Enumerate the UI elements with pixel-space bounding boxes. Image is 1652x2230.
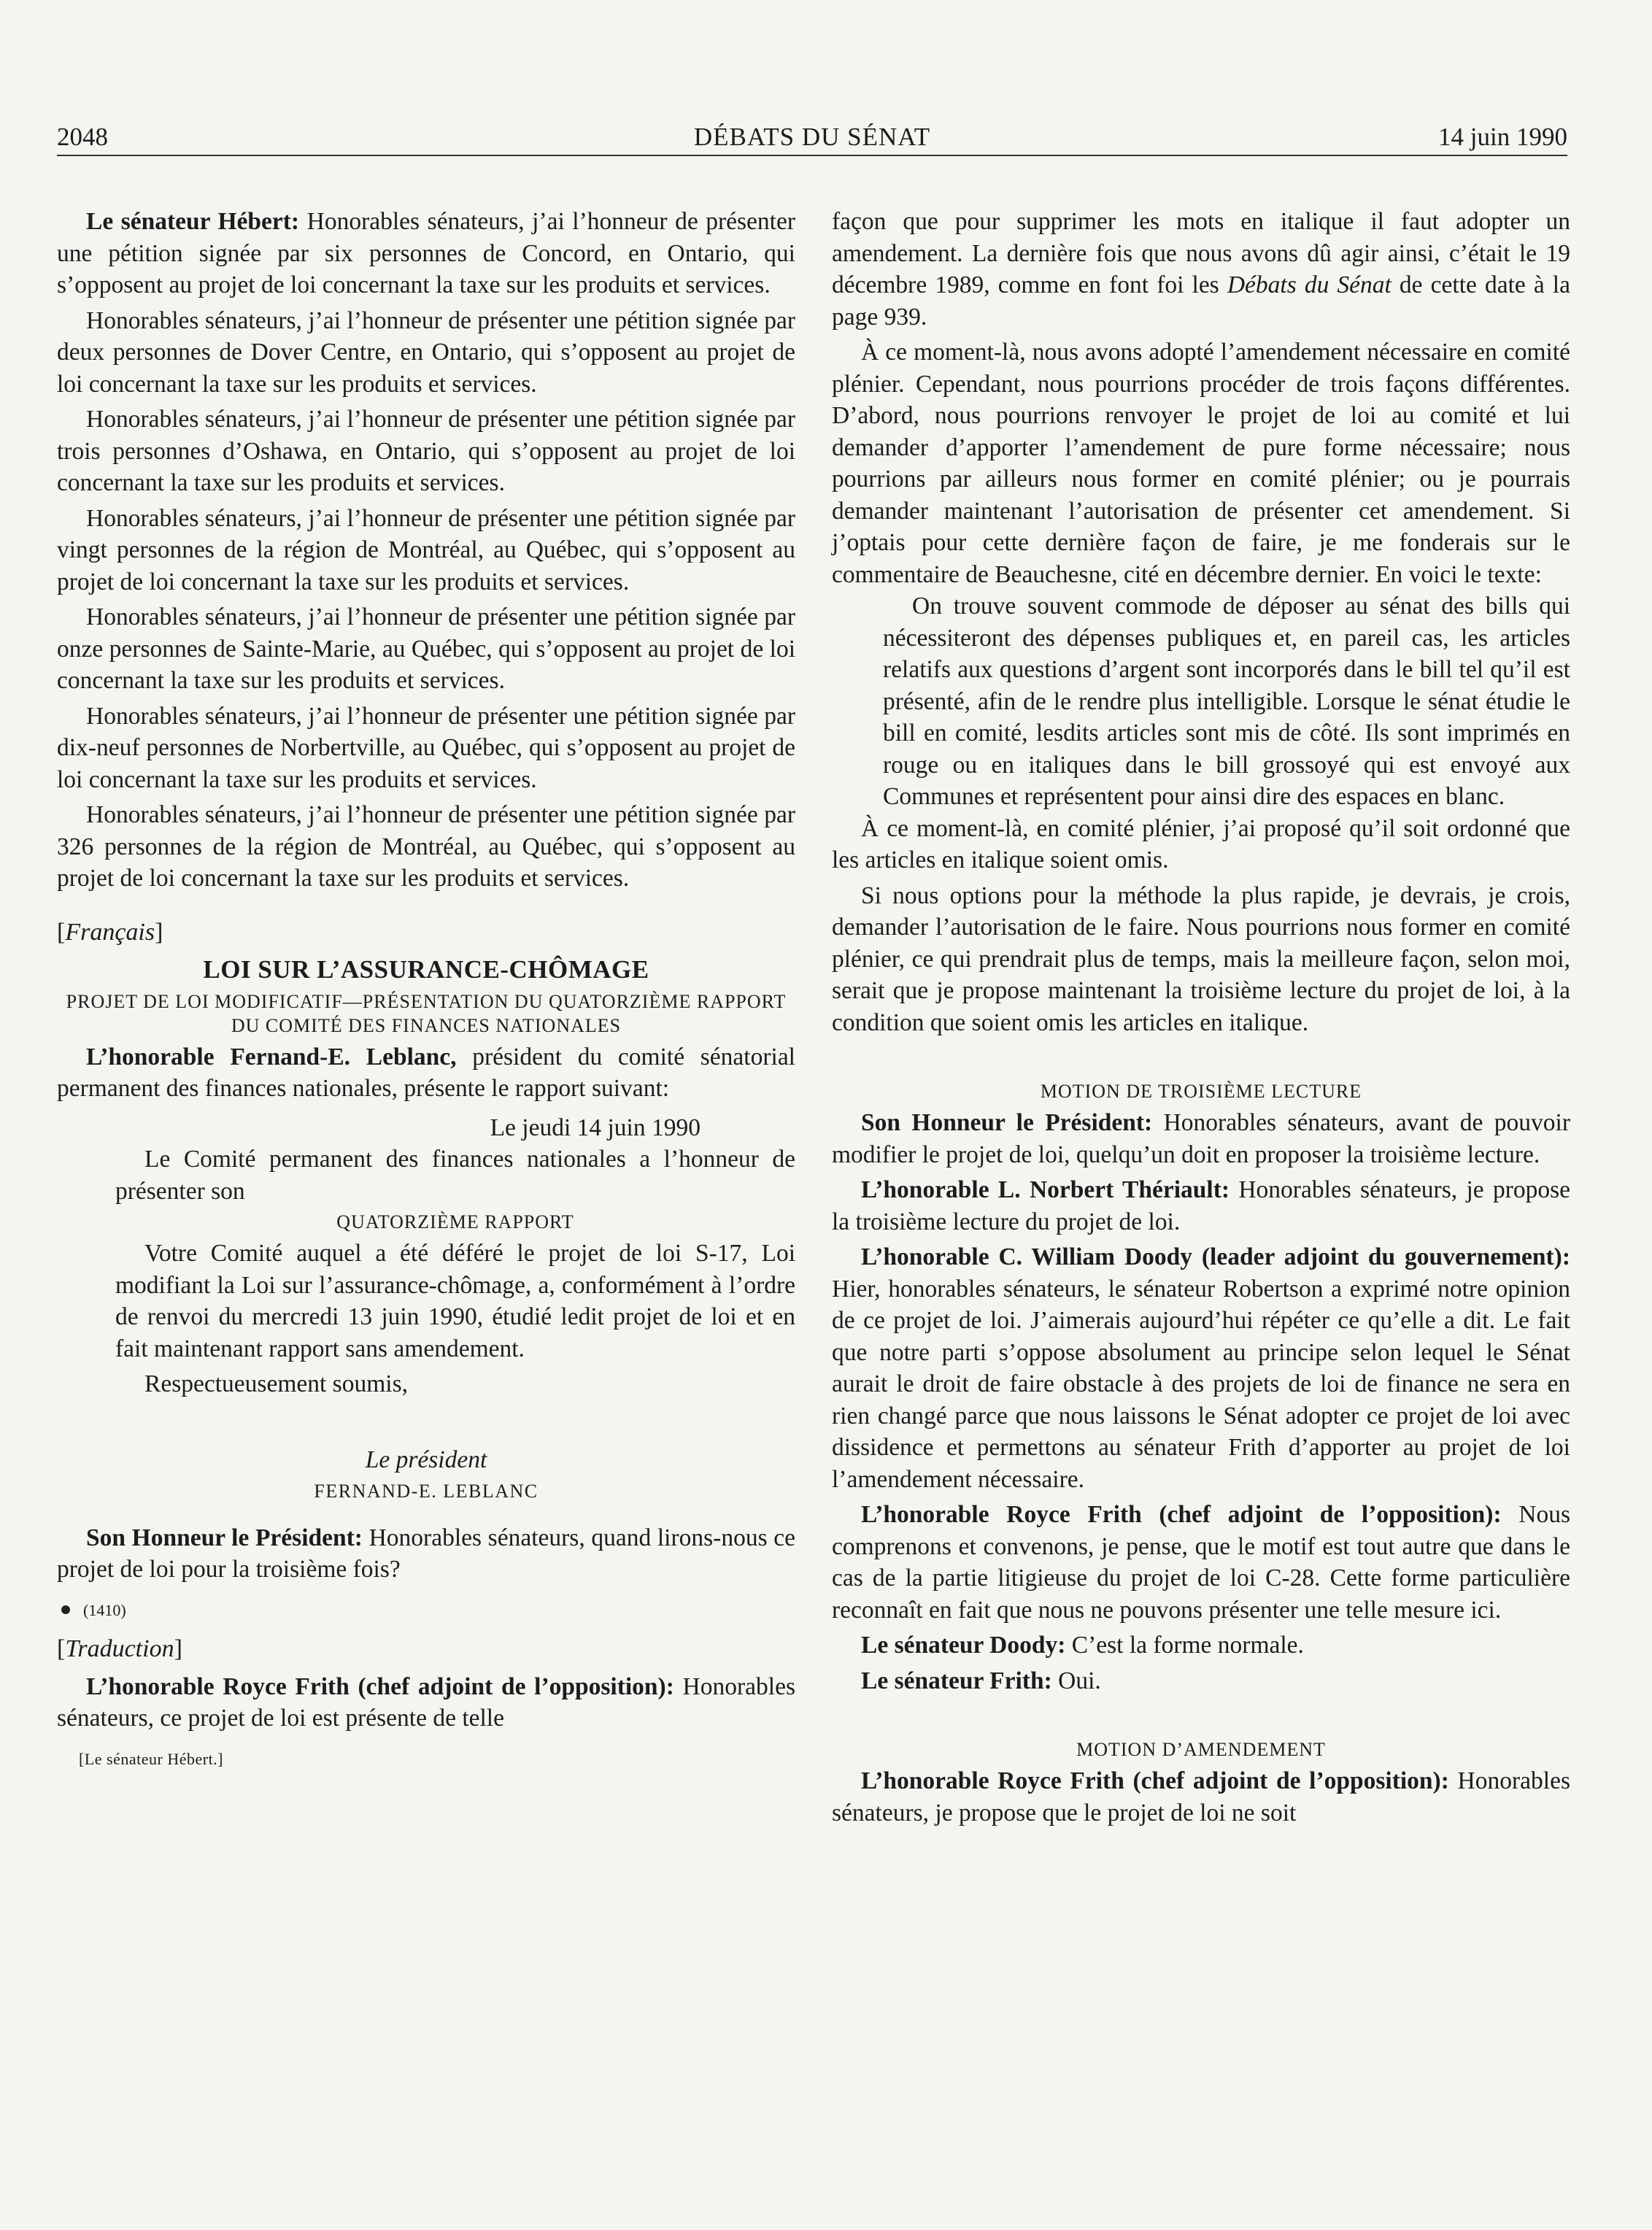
language-label: Traduction [65,1635,174,1662]
left-column [57,206,795,1775]
bracket: ] [155,918,163,946]
time-stamp: (1410) [83,1600,126,1619]
paragraph [57,206,795,301]
paragraph: Honorables sénateurs, j’ai l’honneur de présenter une pétition signée par 326 personnes de la région de Montréal, au Québec, qui s’opposent au projet de loi concernant la taxe sur les produits et services. [57,801,795,892]
speaker-name: Son Honneur le Président: [861,1109,1153,1136]
language-marker [57,917,795,949]
section-heading: MOTION DE TROISIÈME LECTURE [1040,1081,1362,1102]
section-subtitle: PROJET DE LOI MODIFICATIF—PRÉSENTATION DU QUATORZIÈME RAPPORT DU COMITÉ DES FINANCES NATIONALES [66,990,787,1036]
paragraph [832,1107,1570,1170]
report-date: Le jeudi 14 juin 1990 [490,1114,700,1141]
paragraph: Si nous options pour la méthode la plus rapide, je devrais, je crois, demander l’autorisation de le faire. Nous pourrions nous former en comité plénier, ce qui prendrait plus de temps, mais la meilleure façon, selon moi, serait que je propose maintenant la troisième lecture du projet de loi, à la condition que soient omis les articles en italique. [832,881,1570,1036]
paragraph-text: Honorables sénateurs, j’ai l’honneur de présenter une pétition signée par six personnes de Concord, en Ontario, qui s’opposent au projet de loi concernant la taxe sur les produits et services. [57,208,795,298]
paragraph [832,206,1570,333]
report-intro: Le Comité permanent des finances nationales a l’honneur de présenter son [115,1146,795,1205]
paragraph [832,1174,1570,1238]
speaker-name: Le sénateur Frith: [861,1667,1052,1694]
paragraph-text: C’est la forme normale. [1065,1632,1304,1659]
language-marker [57,1633,795,1665]
speaker-name: Son Honneur le Président: [86,1524,363,1551]
time-marker [57,1594,795,1627]
bullet-icon [61,1605,70,1614]
publication-title: DÉBATS DU SÉNAT [693,123,931,151]
speaker-name: L’honorable Royce Frith (chef adjoint de l’opposition): [861,1767,1449,1794]
bracket: ] [174,1635,182,1662]
paragraph: Honorables sénateurs, j’ai l’honneur de présenter une pétition signée par onze personnes de Sainte-Marie, au Québec, qui s’opposent au projet de loi concernant la taxe sur les produits et services. [57,603,795,694]
continuation-note: [Le sénateur Hébert.] [79,1749,224,1768]
paragraph-text: façon que pour supprimer les mots en italique il faut adopter un amendement. La dernière fois que nous avons dû agir ainsi, c’était le 19 décembre 1989, comme en font foi les [832,208,1570,298]
paragraph [832,1241,1570,1495]
speaker-name: L’honorable Royce Frith (chef adjoint de l’opposition): [861,1501,1502,1528]
speaker-name: L’honorable Fernand-E. Leblanc, [86,1043,457,1070]
section-title: LOI SUR L’ASSURANCE-CHÔMAGE [203,955,649,984]
paragraph-text: Honorables sénateurs, je propose que le projet de loi ne soit [832,1767,1570,1826]
paragraph: Honorables sénateurs, j’ai l’honneur de présenter une pétition signée par vingt personnes de la région de Montréal, au Québec, qui s’opposent au projet de loi concernant la taxe sur les produits et services. [57,504,795,595]
bracket: [ [57,1635,66,1662]
header-rule [57,155,1567,156]
speaker-name: Le sénateur Hébert: [86,208,300,235]
publication-date: 14 juin 1990 [1438,123,1567,151]
paragraph-text: Oui. [1051,1667,1101,1694]
report-heading: QUATORZIÈME RAPPORT [336,1211,574,1232]
quotation [832,590,1570,813]
paragraph-text: Honorables sénateurs, ce projet de loi est présente de telle [57,1672,795,1732]
paragraph-text: de cette date à la page 939. [832,271,1570,331]
quotation-text: On trouve souvent commode de déposer au sénat des bills qui nécessiteront des dépenses publiques et, en pareil cas, les articles relatifs aux questions d’argent sont incorporés dans le bill tel qu’il est présenté, afin de le rendre plus intelligible. Lorsque le sénat étudie le bill en comité, lesdits articles sont mis de côté. Ils sont imprimés en rouge ou en italiques dans le bill grossoyé qui est envoyé aux Communes et représentent pour ainsi dire des espaces en blanc. [883,593,1570,810]
paragraph [57,1041,795,1105]
paragraph: Honorables sénateurs, j’ai l’honneur de présenter une pétition signée par dix-neuf personnes de Norbertville, au Québec, qui s’opposent au projet de loi concernant la taxe sur les produits et services. [57,702,795,793]
paragraph: Honorables sénateurs, j’ai l’honneur de présenter une pétition signée par deux personnes de Dover Centre, en Ontario, qui s’opposent au projet de loi concernant la taxe sur les produits et services. [57,306,795,398]
report-body: Votre Comité auquel a été déféré le projet de loi S-17, Loi modifiant la Loi sur l’assurance-chômage, a, conformément à l’ordre de renvoi du mercredi 13 juin 1990, étudié ledit projet de loi et en fait maintenant rapport sans amendement. [115,1240,795,1362]
report-block [57,1143,795,1400]
paragraph-text: Hier, honorables sénateurs, le sénateur Robertson a exprimé notre opinion de ce projet de loi. J’aimerais aujourd’hui répéter ce qu’elle a dit. Le fait que notre parti s’oppose absolument au principe selon lequel le Sénat aurait le droit de faire obstacle à des projets de loi de finance ne sera en rien changé parce que nous laissons le Sénat adopter ce projet de loi avec dissidence et permettons au sénateur Frith d’apporter au projet de loi l’amendement nécessaire. [832,1275,1570,1493]
paragraph [832,1499,1570,1626]
speaker-name: Le sénateur Doody: [861,1632,1066,1659]
cited-title: Débats du Sénat [1227,271,1392,298]
signature-role: Le président [365,1446,487,1473]
speaker-name: L’honorable L. Norbert Thériault: [861,1176,1230,1203]
paragraph-text: président du comité sénatorial permanent des finances nationales, présente le rapport suivant: [57,1043,795,1102]
speaker-name: L’honorable C. William Doody (leader adjoint du gouvernement): [861,1243,1570,1270]
section-heading: MOTION D’AMENDEMENT [1076,1739,1326,1760]
bracket: [ [57,918,66,946]
paragraph [832,1765,1570,1829]
paragraph-text: Honorables sénateurs, je propose la troisième lecture du projet de loi. [832,1176,1571,1235]
paragraph-text: Honorables sénateurs, quand lirons-nous ce projet de loi pour la troisième fois? [57,1524,795,1583]
right-column [832,206,1570,1829]
paragraph-text: Nous comprenons et convenons, je pense, que le motif est tout autre que dans le cas de la partie litigieuse du projet de loi C-28. Cette forme particulière reconnaît en fait que nous ne pouvons présenter une telle mesure ici. [832,1501,1570,1624]
report-closing: Respectueusement soumis, [144,1370,408,1397]
paragraph [57,1671,795,1735]
paragraph [832,1665,1570,1697]
paragraph: Honorables sénateurs, j’ai l’honneur de présenter une pétition signée par trois personnes d’Oshawa, en Ontario, qui s’opposent au projet de loi concernant la taxe sur les produits et services. [57,406,795,496]
page-number: 2048 [57,123,108,151]
paragraph [832,1629,1570,1662]
signature-name: FERNAND-E. LEBLANC [314,1481,539,1502]
speaker-name: L’honorable Royce Frith (chef adjoint de l’opposition): [86,1672,674,1700]
paragraph-text: Honorables sénateurs, avant de pouvoir modifier le projet de loi, quelqu’un doit en proposer la troisième lecture. [832,1109,1571,1168]
paragraph: À ce moment-là, en comité plénier, j’ai proposé qu’il soit ordonné que les articles en italique soient omis. [832,814,1570,873]
language-label: Français [65,918,155,946]
paragraph [57,1522,795,1586]
page-header [57,117,1567,158]
paragraph: À ce moment-là, nous avons adopté l’amendement nécessaire en comité plénier. Cependant, nous pourrions procéder de trois façons différentes. D’abord, nous pourrions renvoyer le projet de loi au comité et lui demander d’apporter l’amendement de pure forme nécessaire; nous pourrions par ailleurs nous former en comité plénier; ou je pourrais demander maintenant l’autorisation de présenter cet amendement. Si j’optais pour cette dernière façon de faire, je me fonderais sur le commentaire de Beauchesne, cité en décembre dernier. En voici le texte: [832,339,1570,588]
